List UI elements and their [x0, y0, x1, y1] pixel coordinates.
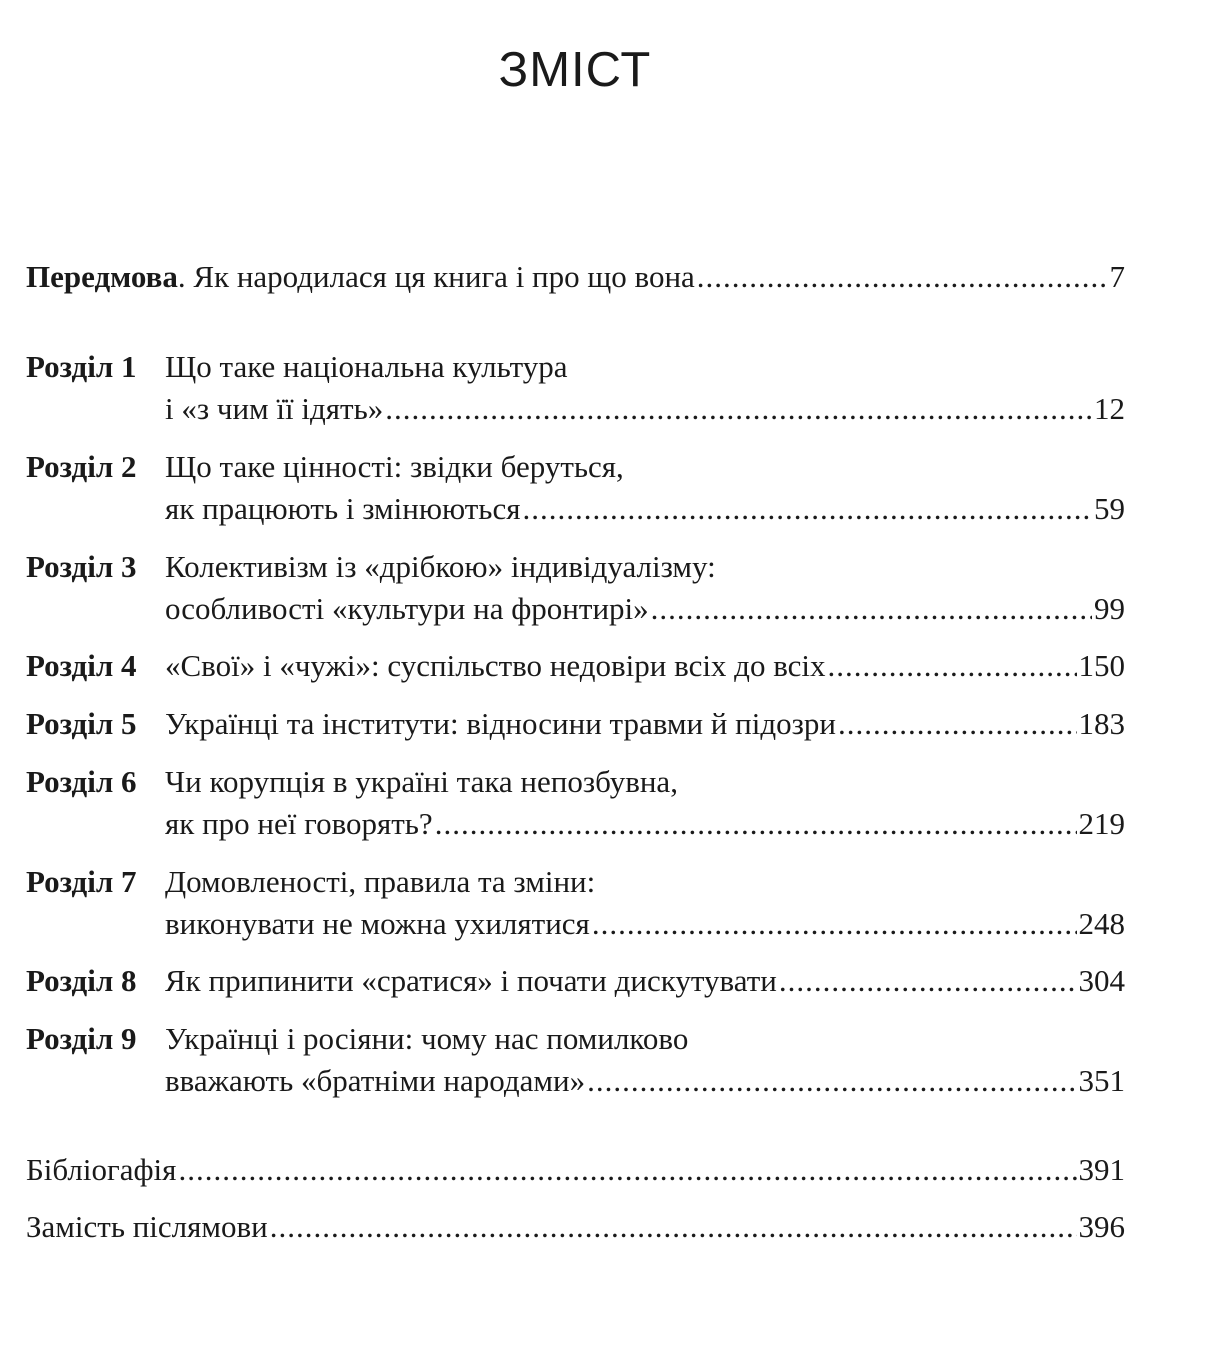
chapter-title: Українці та інститути: відносини травми й підозри — [165, 706, 836, 741]
page-number: 183 — [1078, 706, 1125, 741]
chapter-title-line-2: вважають «братніми народами» — [165, 1063, 586, 1098]
dot-leader — [270, 1206, 1077, 1248]
page-number: 59 — [1094, 491, 1125, 526]
toc-entry-chapter-1[interactable] — [26, 346, 1125, 388]
toc-entry-preface[interactable] — [26, 256, 1125, 298]
page-number: 391 — [1078, 1152, 1125, 1187]
chapter-title-line-1: Домовленості, правила та зміни: — [165, 864, 596, 899]
page-number: 7 — [1109, 259, 1125, 294]
toc-entry-chapter-9[interactable] — [26, 1018, 1125, 1060]
chapter-title-line-1: Чи корупція в україні така непозбувна, — [165, 764, 678, 799]
page-number: 219 — [1078, 806, 1125, 841]
toc-entry-chapter-1-cont[interactable] — [26, 388, 1125, 430]
dot-leader — [651, 588, 1092, 630]
toc-entry-chapter-6-cont[interactable] — [26, 803, 1125, 845]
chapter-label: Розділ 1 — [26, 349, 137, 384]
toc-entry-chapter-3-cont[interactable] — [26, 588, 1125, 630]
entry-title: Бібліогафія — [26, 1152, 177, 1187]
toc-entry-chapter-3[interactable] — [26, 546, 1125, 588]
chapter-label: Розділ 8 — [26, 963, 137, 998]
entry-title: Замість післямови — [26, 1209, 268, 1244]
dot-leader — [697, 256, 1108, 298]
chapter-title-line-2: як про неї говорять? — [165, 806, 433, 841]
dot-leader — [385, 388, 1092, 430]
preface-separator: . — [177, 259, 194, 294]
chapter-title-line-2: виконувати не можна ухилятися — [165, 906, 590, 941]
page-number: 248 — [1078, 906, 1125, 941]
page-number: 396 — [1078, 1209, 1125, 1244]
chapter-label: Розділ 9 — [26, 1021, 137, 1056]
page-number: 351 — [1078, 1063, 1125, 1098]
chapter-label: Розділ 2 — [26, 449, 137, 484]
toc-entry-chapter-7[interactable] — [26, 861, 1125, 903]
dot-leader — [592, 903, 1077, 945]
chapter-title: Як припинити «сратися» і почати дискутувати — [165, 963, 777, 998]
dot-leader — [435, 803, 1077, 845]
page-number: 304 — [1078, 963, 1125, 998]
chapter-title-line-1: Колективізм із «дрібкою» індивідуалізму: — [165, 549, 716, 584]
dot-leader — [522, 488, 1092, 530]
page-title: ЗМІСТ — [498, 43, 652, 97]
chapter-label: Розділ 5 — [26, 706, 137, 741]
chapter-title-line-1: Українці і росіяни: чому нас помилково — [165, 1021, 689, 1056]
toc-entry-bibliography[interactable] — [26, 1149, 1125, 1191]
dot-leader — [828, 645, 1077, 687]
dot-leader — [838, 703, 1077, 745]
chapter-title: «Свої» і «чужі»: суспільство недовіри всіх до всіх — [165, 648, 826, 683]
dot-leader — [587, 1060, 1076, 1102]
toc-entry-chapter-9-cont[interactable] — [26, 1060, 1125, 1102]
toc-entry-afterword[interactable] — [26, 1206, 1125, 1248]
toc-entry-chapter-2-cont[interactable] — [26, 488, 1125, 530]
chapter-title-line-2: особливості «культури на фронтирі» — [165, 591, 649, 626]
toc-entry-chapter-4[interactable] — [26, 645, 1125, 687]
preface-label: Передмова — [26, 259, 178, 294]
page-number: 99 — [1094, 591, 1125, 626]
page-number: 12 — [1094, 391, 1125, 426]
toc-entry-chapter-7-cont[interactable] — [26, 903, 1125, 945]
dot-leader — [779, 960, 1077, 1002]
chapter-title-line-1: Що таке національна культура — [165, 349, 568, 384]
chapter-label: Розділ 3 — [26, 549, 137, 584]
toc-entry-chapter-6[interactable] — [26, 761, 1125, 803]
chapter-title-line-2: і «з чим її ідять» — [165, 391, 384, 426]
toc-entry-chapter-8[interactable] — [26, 960, 1125, 1002]
preface-title: Як народилася ця книга і про що вона — [193, 259, 695, 294]
page-number: 150 — [1078, 648, 1125, 683]
toc-entry-chapter-5[interactable] — [26, 703, 1125, 745]
chapter-label: Розділ 4 — [26, 648, 137, 683]
chapter-label: Розділ 7 — [26, 864, 137, 899]
chapter-title-line-1: Що таке цінності: звідки беруться, — [165, 449, 624, 484]
chapter-label: Розділ 6 — [26, 764, 137, 799]
chapter-title-line-2: як працюють і змінюються — [165, 491, 521, 526]
dot-leader — [178, 1149, 1076, 1191]
toc-entry-chapter-2[interactable] — [26, 446, 1125, 488]
